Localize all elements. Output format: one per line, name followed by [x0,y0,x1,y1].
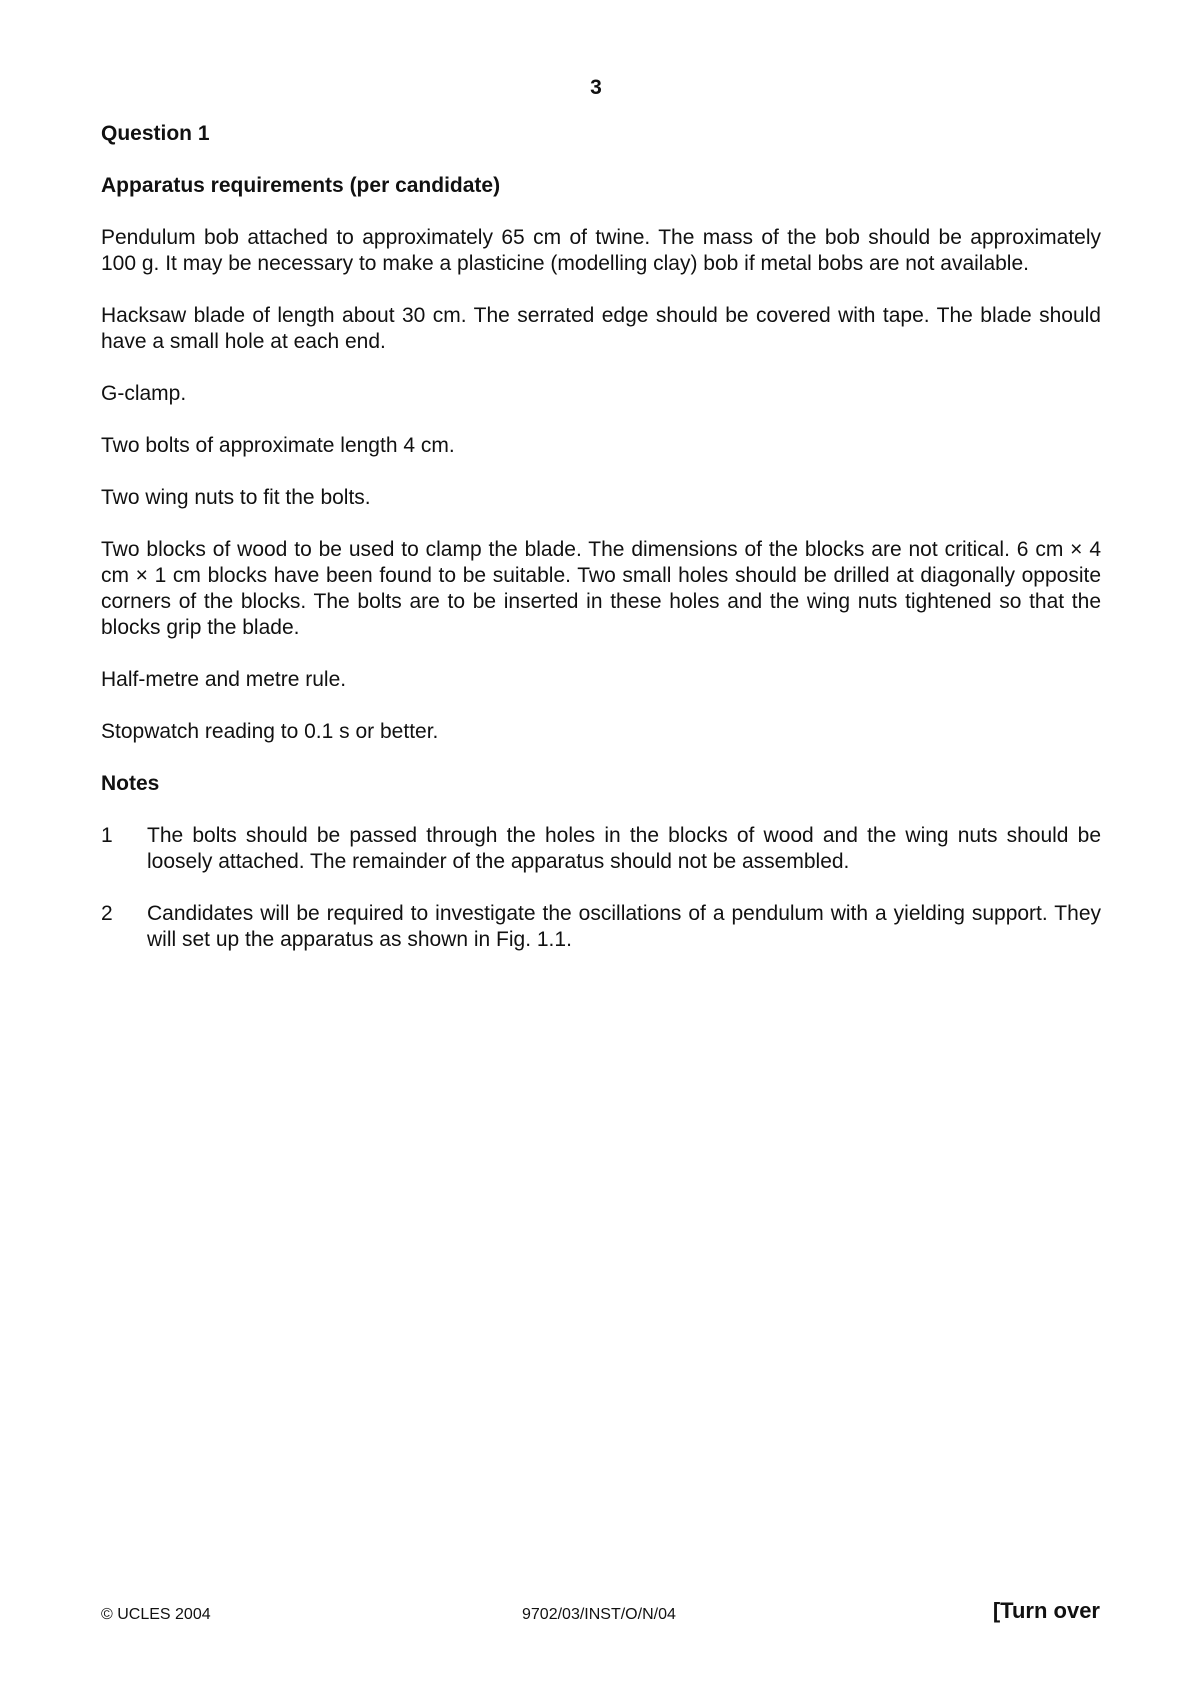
paragraph-g-clamp: G-clamp. [101,382,187,405]
paragraph-hacksaw-blade: Hacksaw blade of length about 30 cm. The serrated edge should be covered with tape. The blade should have a small hole at each end. [101,304,1101,353]
paragraph-wood-blocks: Two blocks of wood to be used to clamp the blade. The dimensions of the blocks are not critical. 6 cm × 4 cm × 1 cm blocks have been found to be suitable. Two small holes should be drilled at diagonally opposite corners of the blocks. The bolts are to be inserted in these holes and the wing nuts tightened so that the blocks grip the blade. [101,538,1101,639]
note-item [101,901,1101,953]
note-number: 2 [101,902,113,925]
document-body [101,121,1101,979]
note-number: 1 [101,824,113,847]
note-item [101,823,1101,875]
paragraph-stopwatch: Stopwatch reading to 0.1 s or better. [101,720,439,743]
paragraph-wing-nuts: Two wing nuts to fit the bolts. [101,486,371,509]
footer-turn-over: [Turn over [992,1598,1100,1623]
footer-copyright: © UCLES 2004 [101,1606,211,1623]
page-number: 3 [590,76,602,99]
paragraph-pendulum-bob: Pendulum bob attached to approximately 65 cm of twine. The mass of the bob should be approximately 100 g. It may be necessary to make a plasticine (modelling clay) bob if metal bobs are not available. [101,226,1101,275]
apparatus-heading: Apparatus requirements (per candidate) [101,174,501,197]
note-text: Candidates will be required to investigate the oscillations of a pendulum with a yielding support. They will set up the apparatus as shown in Fig. 1.1. [147,902,1101,951]
paragraph-bolts: Two bolts of approximate length 4 cm. [101,434,455,457]
note-text: The bolts should be passed through the holes in the blocks of wood and the wing nuts should be loosely attached. The remainder of the apparatus should not be assembled. [147,824,1101,873]
notes-heading: Notes [101,772,160,795]
question-heading: Question 1 [101,122,210,145]
footer-document-code: 9702/03/INST/O/N/04 [522,1606,676,1623]
paragraph-rules: Half-metre and metre rule. [101,668,347,691]
